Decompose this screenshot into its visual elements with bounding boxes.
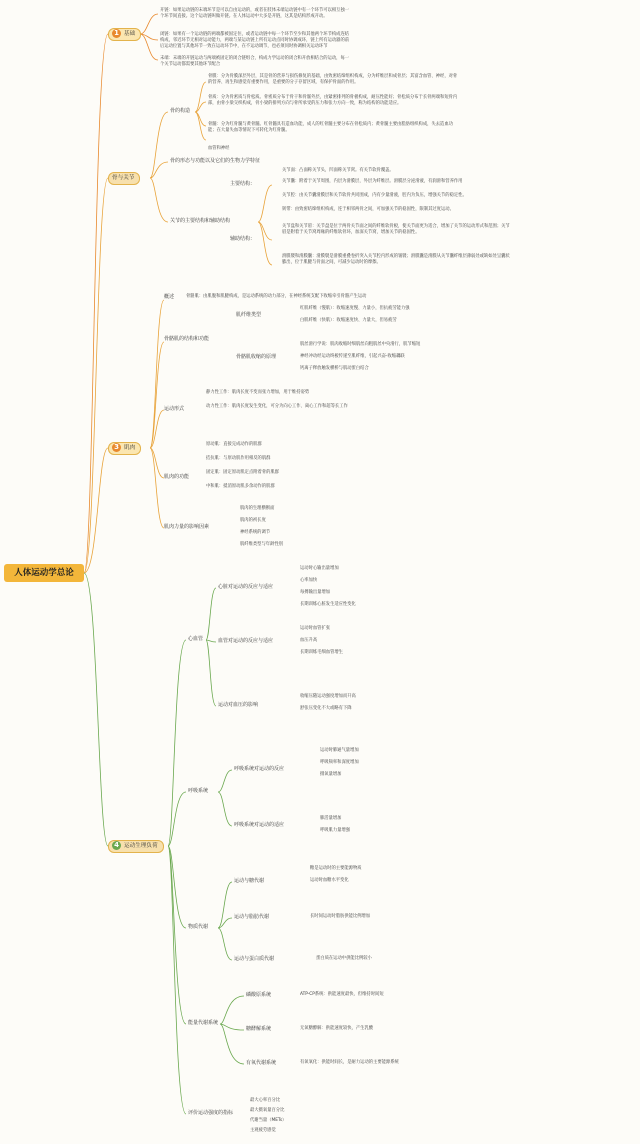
vo2max-text: 最大摄氧量百分比 xyxy=(250,1108,285,1113)
heart-response-label: 心脏对运动的反应与适应 xyxy=(218,584,274,590)
rpe-text: 主观疲劳感觉 xyxy=(250,1128,276,1133)
respiratory-muscle-text: 呼吸肌力量增强 xyxy=(320,828,351,833)
joint-structure-label[interactable]: 关节的主要结构和辅助结构 xyxy=(170,218,231,224)
bp-rise-text: 血压升高 xyxy=(300,638,318,643)
articular-surface-text: 关节面：凸面称关节头，凹面称关节窝。有关节软骨覆盖。 xyxy=(282,168,394,173)
muscle-overview-label[interactable]: 概述 xyxy=(164,294,175,300)
glycolysis-label: 糖酵解系统 xyxy=(246,1026,272,1032)
fat-metabolism-label: 运动与脂肪代谢 xyxy=(234,914,270,920)
cardiovascular-label[interactable]: 心血管 xyxy=(188,636,204,642)
strength-factor-label[interactable]: 肌肉力量的影响因素 xyxy=(164,524,210,530)
cross-section-text: 肌肉的生理横断面 xyxy=(240,506,275,511)
branch-exercise-physiology[interactable] xyxy=(108,840,164,853)
ligament-text: 韧带：由致密结缔组织构成，连于相邻两骨之间，可加强关节的稳固性，限制其过度运动。 xyxy=(282,207,454,212)
bp-effect-label: 运动对血压的影响 xyxy=(218,702,259,708)
number-badge: 3 xyxy=(112,443,121,452)
heart-adaptation-text: 长期训练心脏发生适应性变化 xyxy=(300,602,356,607)
cardiac-output-text: 运动时心输出量增加 xyxy=(300,566,339,571)
root-topic[interactable]: 人体运动学总论 xyxy=(4,564,84,582)
fiber-type-label: 肌纤维类型 xyxy=(236,312,262,318)
nerve-regulation-text: 神经系统的调节 xyxy=(240,530,271,535)
respiratory-label[interactable]: 呼吸系统 xyxy=(188,788,209,794)
muscle-function-label[interactable]: 肌肉的功能 xyxy=(164,474,190,480)
main-structure-label: 主要结构： xyxy=(230,181,256,187)
stroke-volume-text: 每搏输出量增加 xyxy=(300,590,331,595)
number-badge: 1 xyxy=(112,29,121,38)
movement-form-label[interactable]: 运动形式 xyxy=(164,406,185,412)
bone-marrow-text: 骨髓：分为红骨髓与黄骨髓。红骨髓具有造血功能，成人的红骨髓主要分布在骨松质内；黄骨髓主要由脂肪组织构成，失去造血功能；在大量失血等情况下可转化为红骨髓。 xyxy=(208,122,453,134)
sugar-energy-text: 糖是运动时的主要能源物质 xyxy=(310,866,362,871)
metabolism-label[interactable]: 物质代谢 xyxy=(188,924,209,930)
joint-capsule-text: 关节囊：附着于关节周围，内层为滑膜层，外层为纤维层。滑膜层分泌滑液，有润滑和营养作用 xyxy=(282,179,463,184)
end-chain-text: 末端：末端的开链运动与两端被固定的闭合链组合，构成力学运动的闭合和开放相结合的运动，每一个关节运动都需要其他环节配合 xyxy=(160,56,350,68)
ventilation-text: 运动时肺通气量增加 xyxy=(320,748,359,753)
mets-text: 代谢当量（METs） xyxy=(250,1118,287,1123)
respiratory-response-label: 呼吸系统对运动的反应 xyxy=(234,766,285,772)
sliding-filament-text: 肌丝滑行学说：肌肉收缩时细肌丝向粗肌丝中央滑行，肌节缩短 xyxy=(300,342,421,347)
sugar-metabolism-label: 运动与糖代谢 xyxy=(234,878,265,884)
red-fiber-text: 红肌纤维（慢肌）：收缩速度慢、力量小，但抗疲劳能力强 xyxy=(300,306,410,311)
branch-foundation[interactable] xyxy=(108,28,141,41)
branch-title: 骨与关节 xyxy=(112,175,135,181)
bone-substance-text: 骨质：分为骨密质与骨松质。骨密质分布于骨干和骨骺外层，由紧密排列的骨板构成，耐压性能好；骨松质分布于长骨两端和短骨内部，由骨小梁交织构成，骨小梁的排列方向与骨所承受的压力和张力方向一致，称为结构的功能适应。 xyxy=(208,95,458,107)
branch-bone-joint[interactable] xyxy=(108,172,140,185)
branch-muscle[interactable] xyxy=(108,442,141,455)
static-work-text: 静力性工作：肌肉长度不变而张力增加，用于维持姿势 xyxy=(206,390,310,395)
stabilizer-text: 固定肌：固定原动肌定点附着骨的肌群 xyxy=(206,470,280,475)
glycolysis-text: 无氧糖酵解：供能速度较快，产生乳酸 xyxy=(300,1026,374,1031)
respiratory-adaptation-label: 呼吸系统对运动的适应 xyxy=(234,822,285,828)
vital-capacity-text: 肺活量增加 xyxy=(320,816,342,821)
antagonist-text: 拮抗肌：与原动肌作用相反的肌群 xyxy=(206,456,271,461)
capillary-text: 长期训练毛细血管增生 xyxy=(300,650,343,655)
muscle-overview-text: 骨骼肌：由肌腹和肌腱构成，是运动系统的动力部分，在神经系统支配下收缩牵引骨骼产生运动 xyxy=(186,294,367,299)
initial-length-text: 肌肉的初长度 xyxy=(240,518,266,523)
bone-structure-label[interactable]: 骨的构造 xyxy=(170,108,191,114)
periosteum-text: 骨膜：分为骨膜深层外层，其是骨的营养与损伤修复的基础，由致密结缔组织构成，分为纤维层和成骨层；其富含血管、神经，对骨的营养、再生和感觉有重要作用，是重要的分子存留区域，有保护骨面的作用。 xyxy=(208,74,458,86)
oxygen-uptake-text: 摄氧量增加 xyxy=(320,772,342,777)
white-fiber-text: 白肌纤维（快肌）：收缩速度快、力量大，但易疲劳 xyxy=(300,318,397,323)
auxiliary-structure-label: 辅助结构： xyxy=(230,236,256,242)
diastolic-text: 舒张压变化不大或略有下降 xyxy=(300,706,352,711)
contraction-principle-label: 骨骼肌收缩的原理 xyxy=(236,354,277,360)
calcium-release-text: 钙离子释放触发横桥与肌动蛋白结合 xyxy=(300,366,369,371)
branch-title: 基础 xyxy=(124,31,136,37)
branch-title: 肌肉 xyxy=(124,445,136,451)
vessel-response-label: 血管对运动的反应与适应 xyxy=(218,638,274,644)
bone-shape-label[interactable]: 骨的形态与功能以及它们的生物力学特征 xyxy=(170,158,261,164)
excitation-coupling-text: 神经冲动经运动终板传递至肌纤维，引起兴奋-收缩耦联 xyxy=(300,354,405,359)
synovial-fold-text: 滑膜襞和滑膜囊：滑膜襞是滑膜重叠卷折突入关节腔内形成的皱襞；滑膜囊是滑膜从关节囊纤维层薄弱处或缺如处呈囊状膨出，位于肌腱与骨面之间，可减少运动时的摩擦。 xyxy=(282,254,510,266)
energy-system-label[interactable]: 能量代谢系统 xyxy=(188,1020,219,1026)
agonist-text: 原动肌：直接完成动作的肌群 xyxy=(206,442,262,447)
aerobic-label: 有氧代谢系统 xyxy=(246,1060,277,1066)
neutralizer-text: 中和肌：抵消原动肌多余动作的肌群 xyxy=(206,484,275,489)
aerobic-text: 有氧氧化：供能时间长，是耐力运动的主要能源系统 xyxy=(300,1060,399,1065)
phosphagen-text: ATP-CP系统：供能速度最快，但维持时间短 xyxy=(300,992,384,997)
systolic-text: 收缩压随运动强度增加而升高 xyxy=(300,694,356,699)
breathing-rate-text: 呼吸频率和深度增加 xyxy=(320,760,359,765)
dynamic-work-text: 动力性工作：肌肉长度发生变化，可分为向心工作、离心工作和超等长工作 xyxy=(206,404,348,409)
open-chain-text: 开链：如果运动链的末端环节是可以自由运动的，或者在肢体末端运动链中有一个环节可以相互独一个环节间直接。这个运动链叫做开链。在人体运动中大多是开链，这其是结构形成开动。 xyxy=(160,8,350,20)
blood-sugar-text: 运动时血糖水平变化 xyxy=(310,878,349,883)
fat-energy-text: 长时间运动时脂肪供能比例增加 xyxy=(310,914,371,919)
disc-labrum-text: 关节盘和关节唇：关节盘是位于两骨关节面之间的纤维软骨板，使关节面更为适合，增加了关节的运动形式和范围；关节唇是附着于关节窝周缘的纤维软骨环，加深关节窝，增加关节的稳固性。 xyxy=(282,224,510,236)
number-badge: 4 xyxy=(112,841,121,850)
phosphagen-label: 磷酸原系统 xyxy=(246,992,272,998)
fiber-age-text: 肌纤维类型与年龄性别 xyxy=(240,542,283,547)
heart-rate-text: 心率加快 xyxy=(300,578,318,583)
protein-metabolism-label: 运动与蛋白质代谢 xyxy=(234,956,275,962)
branch-title: 运动生理负荷 xyxy=(124,843,158,849)
vasodilation-text: 运动时血管扩张 xyxy=(300,626,331,631)
joint-cavity-text: 关节腔：由关节囊滑膜层和关节软骨共同围成，内有少量滑液，腔内为负压，增强关节的稳定性。 xyxy=(282,193,467,198)
closed-chain-text: 闭链：如果有一个运动链的两端都被固定住，或者运动链中每一个环节至少和其他两个环节构成连结构成，邻近环节无相对运动能力，两端与某运动链上所有运动点同时协调成环，链上所有运动器的前后运动位置与其他环节一致在运动环节中，在不运动调节，也必须同时协调相关运动环节 xyxy=(160,32,350,50)
muscle-structure-label[interactable]: 骨骼肌的结构和功能 xyxy=(164,336,210,342)
protein-energy-text: 蛋白质在运动中供能比例较小 xyxy=(316,956,372,961)
vessels-nerves-text: 血管和神经 xyxy=(208,146,230,151)
max-hr-text: 最大心率百分比 xyxy=(250,1098,281,1103)
intensity-index-label[interactable]: 评价运动强度的指标 xyxy=(188,1110,234,1116)
